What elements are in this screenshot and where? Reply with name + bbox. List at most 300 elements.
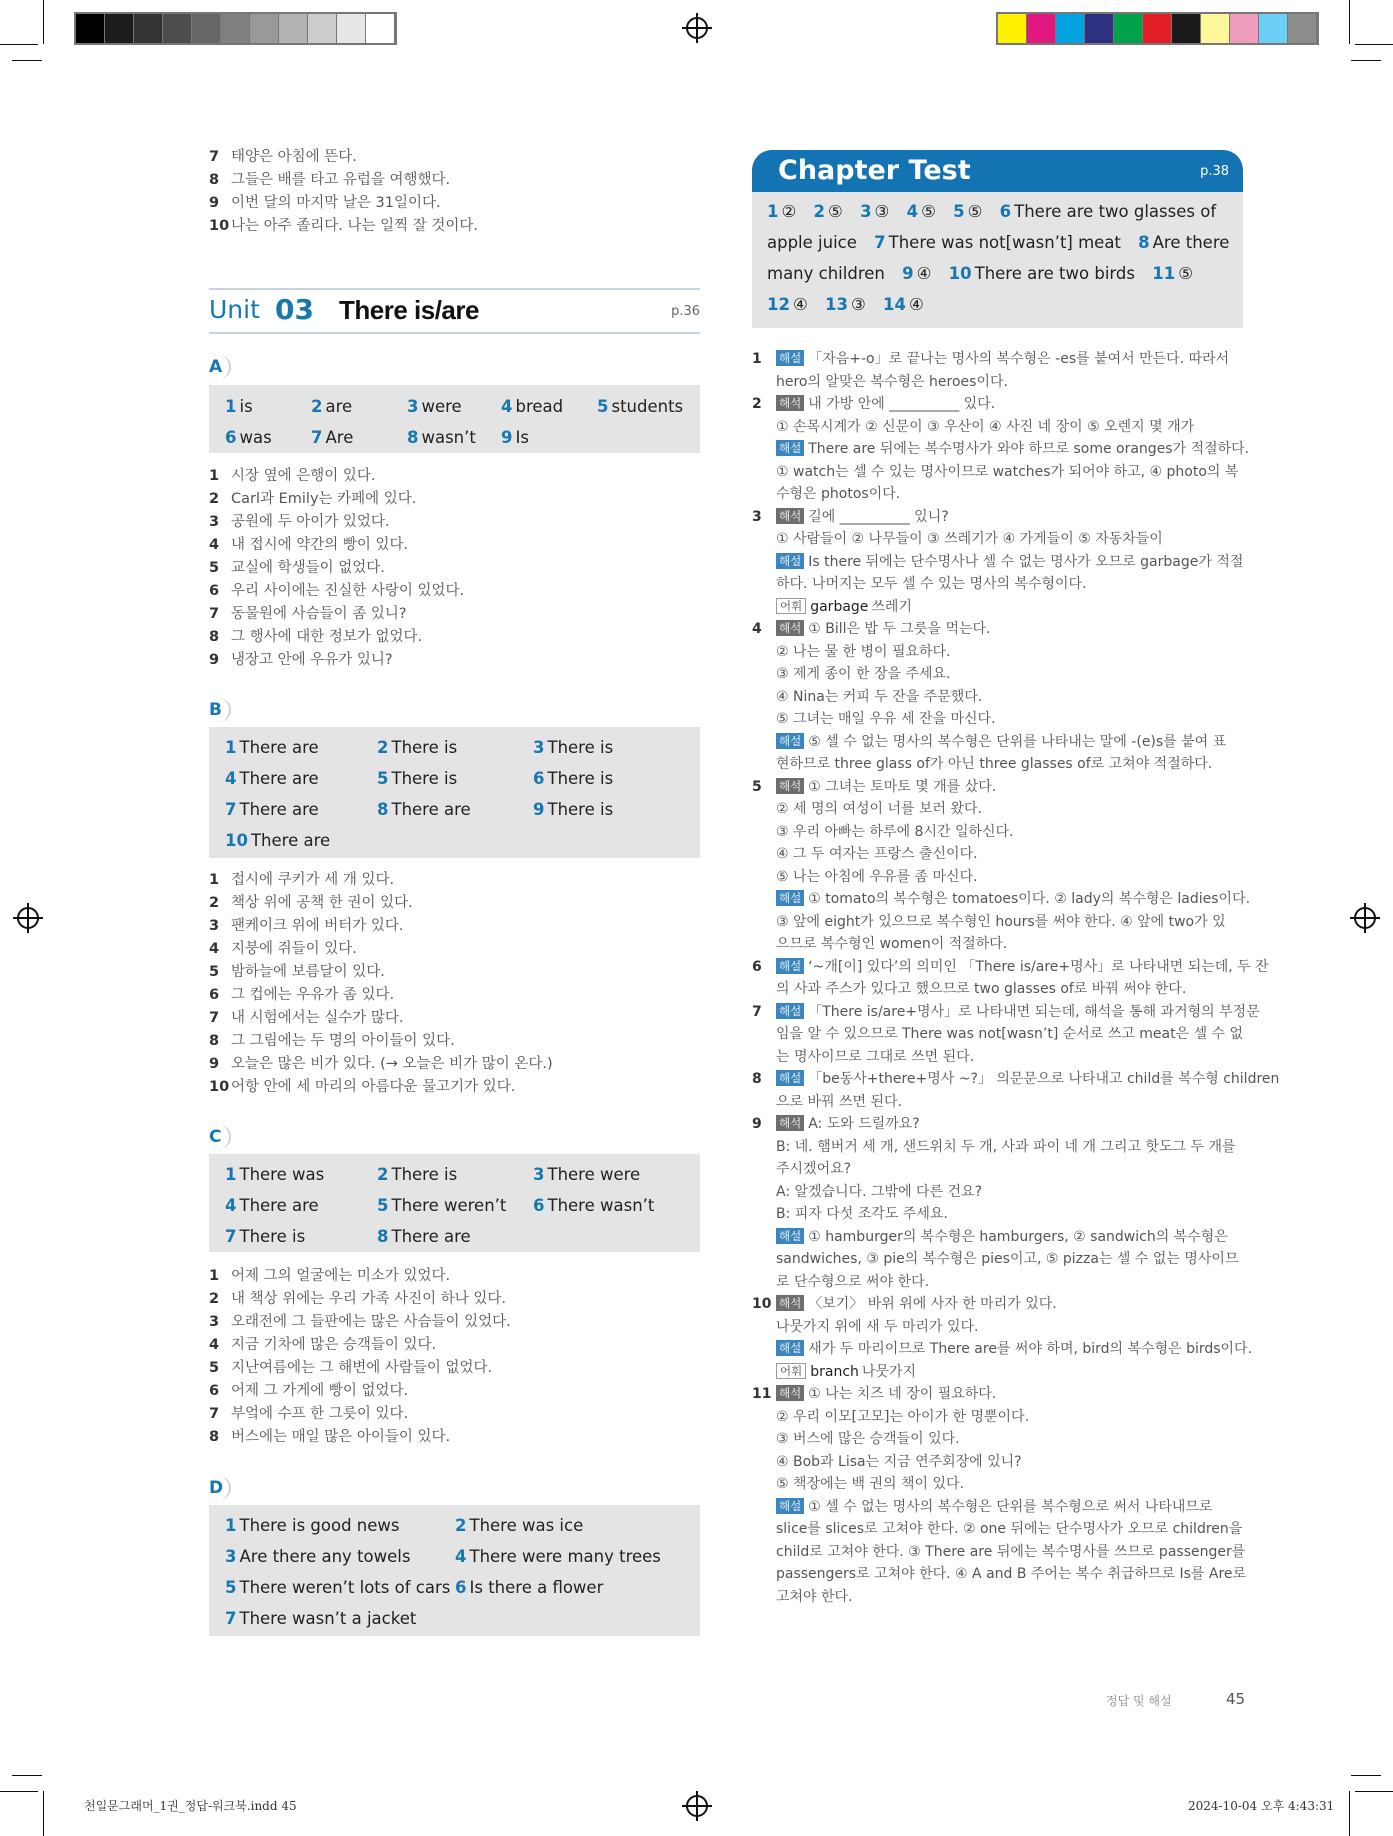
answer-number: 6	[225, 428, 237, 447]
answer-text: There were	[547, 1165, 641, 1184]
explanation-line	[752, 1496, 1243, 1519]
explanation-line	[752, 1293, 1243, 1316]
explanation-line	[752, 978, 1243, 1001]
translate-tag: 해석	[776, 1295, 804, 1311]
sentence-text: 시장 옆에 은행이 있다.	[231, 468, 376, 484]
answer-item	[225, 1196, 319, 1215]
sentence-item	[209, 1426, 450, 1449]
sentence-number: 2	[209, 895, 220, 911]
sentence-item	[209, 488, 416, 511]
explanation-line	[752, 798, 1243, 821]
sentence-text: Carl과 Emily는 카페에 있다.	[231, 491, 417, 507]
explain-tag: 해설	[776, 1340, 804, 1356]
vocab-term: branch	[810, 1363, 859, 1380]
explanation-line	[752, 1046, 1243, 1069]
explain-tag: 해설	[776, 350, 804, 366]
section-label-d: D	[209, 1476, 231, 1500]
registration-mark-icon	[686, 1795, 708, 1817]
answer-text: is	[239, 397, 253, 416]
explanation-line	[752, 1001, 1260, 1024]
answer-item	[533, 738, 613, 757]
answer-text: There were many trees	[469, 1547, 661, 1566]
unit-label: Unit	[209, 295, 260, 324]
sentence-item	[209, 465, 376, 488]
answer-text: There is	[391, 769, 458, 788]
explanation-line	[752, 933, 1243, 956]
chapter-test-answers	[752, 192, 1243, 328]
explanation-line	[752, 888, 1251, 911]
explanation-line	[752, 1406, 1243, 1429]
answer-text: There was	[239, 1165, 325, 1184]
sentence-text: 그 그림에는 두 명의 아이들이 있다.	[231, 1033, 455, 1049]
sentence-text: 오늘은 많은 비가 있다. (→ 오늘은 비가 많이 온다.)	[231, 1056, 553, 1072]
answer-text: There are	[391, 1227, 471, 1246]
registration-mark-icon	[17, 907, 39, 929]
answer-number: 4	[906, 202, 919, 221]
answer-number: 3	[225, 1547, 237, 1566]
answer-number: 1	[225, 738, 237, 757]
explanation-line	[752, 1203, 1243, 1226]
explanation-text: 으므로 복수형인 women이 적절하다.	[776, 936, 1008, 952]
answer-text: Are there any towels	[239, 1547, 411, 1566]
color-swatch	[1085, 14, 1114, 43]
explanation-text: A: 도와 드릴까요?	[808, 1116, 920, 1132]
chapter-test-answer	[860, 202, 889, 221]
answer-item	[225, 769, 319, 788]
explanation-line	[752, 573, 1243, 596]
sentence-item	[209, 169, 450, 192]
sentence-number: 3	[209, 918, 220, 934]
answer-text: There are two birds	[974, 264, 1135, 283]
explanation-line	[752, 731, 1243, 754]
answer-item	[225, 397, 253, 416]
sentence-number: 8	[209, 1033, 220, 1049]
explanation-line	[752, 551, 1243, 574]
chapter-test-panel	[752, 150, 1243, 328]
color-swatch	[1288, 14, 1317, 43]
sentence-number: 1	[209, 872, 220, 888]
answer-number: 8	[407, 428, 419, 447]
explanation-line	[752, 911, 1243, 934]
explanation-text: B: 피자 다섯 조각도 주세요.	[776, 1206, 948, 1222]
color-swatch	[1056, 14, 1085, 43]
sentence-text: 지난여름에는 그 해변에 사람들이 없었다.	[231, 1360, 493, 1376]
color-swatch	[1201, 14, 1230, 43]
answer-item	[455, 1547, 661, 1566]
answer-item	[377, 1196, 506, 1215]
vocab-term: garbage	[810, 598, 869, 615]
chapter-test-answer	[953, 202, 982, 221]
explanation-text: 「자음+-o」로 끝나는 명사의 복수형은 -es를 붙여서 만든다. 따라서	[808, 351, 1230, 367]
footer-section-label: 정답 및 해설	[1106, 1694, 1172, 1708]
answer-number: 1	[767, 202, 779, 221]
color-swatch	[1027, 14, 1056, 43]
answer-text: There are	[239, 769, 319, 788]
explain-tag: 해설	[776, 1498, 804, 1514]
answer-text: ③	[850, 295, 866, 314]
sentence-number: 7	[209, 606, 220, 622]
sentence-text: 부엌에 수프 한 그릇이 있다.	[231, 1406, 409, 1422]
grayscale-bar	[74, 12, 397, 45]
chapter-test-page-ref: p.38	[1200, 164, 1229, 179]
crop-mark	[0, 1791, 38, 1792]
color-swatch	[76, 14, 105, 43]
sentence-item	[209, 1311, 511, 1334]
sentence-item	[209, 603, 407, 626]
explanation-line	[752, 641, 1243, 664]
sentence-item	[209, 961, 385, 984]
answer-item	[501, 397, 563, 416]
translate-tag: 해석	[776, 395, 804, 411]
chapter-test-answer	[1152, 264, 1193, 283]
explanation-line	[752, 686, 1243, 709]
explanation-text: 로 단수형으로 써야 한다.	[776, 1273, 930, 1290]
answer-number: 7	[311, 428, 323, 447]
explanation-line	[752, 956, 1269, 979]
answer-text: There is	[239, 1227, 306, 1246]
sentence-item	[209, 938, 357, 961]
sentence-text: 팬케이크 위에 버터가 있다.	[231, 918, 404, 934]
sentence-number: 1	[209, 1268, 220, 1284]
explanation-line	[752, 866, 1243, 889]
answer-number: 1	[225, 1516, 237, 1535]
explanation-text: 하다. 나머지는 모두 셀 수 있는 명사의 복수형이다.	[776, 576, 1087, 592]
sentence-number: 3	[209, 1314, 220, 1330]
sentence-text: 어제 그 가게에 빵이 없었다.	[231, 1383, 409, 1399]
explanation-text: Is there 뒤에는 단수명사나 셀 수 없는 명사가 오므로 garbage가 적절	[808, 553, 1244, 570]
explanation-text: hero의 알맞은 복수형은 heroes이다.	[776, 373, 1008, 390]
answer-text: Are there many children	[767, 233, 1230, 283]
explanation-text: 「be동사+there+명사 ~?」 의문문으로 나타내고 child를 복수형 children	[808, 1071, 1280, 1087]
answer-number: 4	[501, 397, 513, 416]
chapter-test-answer	[907, 202, 936, 221]
sentence-text: 냉장고 안에 우유가 있니?	[231, 652, 393, 668]
print-timestamp: 2024-10-04 오후 4:43:31	[1188, 1799, 1335, 1813]
crop-mark	[1349, 1791, 1350, 1836]
answer-number: 8	[1138, 233, 1150, 252]
color-swatch	[366, 14, 395, 43]
answer-text: were	[421, 397, 462, 416]
sentence-item	[209, 1030, 455, 1053]
answer-item	[225, 1516, 400, 1535]
question-number: 5	[752, 778, 762, 795]
answer-text: There is	[547, 738, 614, 757]
explanation-text: ⑤ 나는 아침에 우유를 좀 마신다.	[776, 868, 978, 885]
answer-item	[533, 1196, 654, 1215]
answer-number: 4	[225, 769, 237, 788]
explanation-line	[752, 393, 1243, 416]
explanation-text: ① Bill은 밥 두 그릇을 먹는다.	[808, 621, 991, 637]
answer-item	[377, 1227, 471, 1246]
explanation-line	[752, 1338, 1253, 1361]
answer-number: 8	[377, 1227, 389, 1246]
sentence-text: 그들은 배를 타고 유럽을 여행했다.	[231, 172, 451, 188]
color-swatch	[250, 14, 279, 43]
sentence-number: 6	[209, 583, 220, 599]
answer-number: 13	[825, 295, 848, 314]
explain-tag: 해설	[776, 733, 804, 749]
color-swatch	[1172, 14, 1201, 43]
explanation-line	[752, 821, 1243, 844]
section-label-c: C	[209, 1125, 231, 1149]
question-number: 3	[752, 508, 762, 525]
sentence-item	[209, 146, 357, 169]
sentence-text: 그 행사에 대한 정보가 없었다.	[231, 629, 423, 645]
answer-number: 10	[948, 264, 972, 283]
translate-tag: 해석	[776, 1115, 804, 1131]
answer-text: ③	[874, 202, 890, 221]
translate-tag: 해석	[776, 778, 804, 794]
explanation-line	[752, 1518, 1243, 1541]
chapter-test-answer	[814, 202, 843, 221]
chapter-test-answer	[767, 295, 808, 314]
answer-text: There are	[239, 800, 319, 819]
answer-item	[225, 738, 319, 757]
crop-mark	[1351, 60, 1381, 61]
explanation-text: ④ Bob과 Lisa는 지금 연주회장에 있니?	[776, 1453, 1022, 1470]
explanation-line	[752, 1158, 1243, 1181]
explanation-line	[752, 438, 1250, 461]
answer-text: There wasn’t	[547, 1196, 655, 1215]
explanation-line	[752, 1091, 1243, 1114]
answer-item	[225, 1547, 410, 1566]
answer-number: 3	[860, 202, 872, 221]
answer-item	[225, 1227, 305, 1246]
explanation-text: ⑤ 그녀는 매일 우유 세 잔을 마신다.	[776, 711, 996, 727]
explanation-text: ① 셀 수 없는 명사의 복수형은 단위를 복수형으로 써서 나타내므로	[808, 1498, 1213, 1515]
sentence-number: 2	[209, 1291, 220, 1307]
answer-number: 7	[874, 233, 886, 252]
answer-number: 9	[902, 264, 914, 283]
explanation-line	[752, 618, 1243, 641]
chapter-test-answer	[902, 264, 931, 283]
answer-item	[225, 1609, 416, 1628]
answer-text: was	[239, 428, 272, 447]
color-swatch	[105, 14, 134, 43]
answer-text: There are two glasses of apple juice	[767, 202, 1217, 252]
chapter-test-answer	[825, 295, 866, 314]
sentence-text: 어항 안에 세 마리의 아름다운 물고기가 있다.	[231, 1079, 516, 1095]
answer-number: 5	[597, 397, 609, 416]
answer-number: 2	[377, 1165, 389, 1184]
explanation-line	[752, 1563, 1247, 1586]
answer-text: There are	[239, 1196, 319, 1215]
sentence-text: 어제 그의 얼굴에는 미소가 있었다.	[231, 1268, 451, 1284]
answer-item	[501, 428, 529, 447]
sentence-number: 3	[209, 514, 220, 530]
explanation-line	[752, 1248, 1243, 1271]
sentence-number: 7	[209, 1010, 220, 1026]
sentence-item	[209, 649, 393, 672]
answer-item	[407, 397, 462, 416]
question-number: 1	[752, 351, 762, 367]
answer-number: 7	[225, 1609, 237, 1628]
answer-number: 2	[377, 738, 389, 757]
explanation-text: 는 명사이므로 그대로 쓰면 된다.	[776, 1048, 975, 1065]
sentence-item	[209, 1403, 408, 1426]
vocab-tag: 어휘	[776, 598, 806, 614]
sentence-number: 5	[209, 560, 220, 576]
file-slug: 천일문그래머_1권_정답-워크북.indd 45	[84, 1799, 297, 1813]
explanation-text: child로 고쳐야 한다. ③ There are 뒤에는 복수명사를 쓰므로 passenger를	[776, 1543, 1246, 1560]
translate-tag: 해석	[776, 620, 804, 636]
chapter-test-answer	[949, 264, 1135, 283]
explanation-line	[752, 1541, 1246, 1564]
explanation-line	[752, 483, 1243, 506]
explanation-line	[752, 371, 1243, 394]
explanation-text: sandwiches, ③ pie의 복수형은 pies이고, ⑤ pizza는 셀 수 없는 명사이므	[776, 1251, 1239, 1267]
sentence-number: 2	[209, 491, 220, 507]
explanation-line	[752, 1473, 1243, 1496]
sentence-item	[209, 1357, 492, 1380]
explanation-text: ③ 앞에 eight가 있으므로 복수형인 hours를 써야 한다. ④ 앞에 two가 있	[776, 913, 1226, 930]
answer-number: 3	[407, 397, 419, 416]
answer-item	[533, 800, 613, 819]
answer-text: There is	[547, 769, 614, 788]
answer-item	[225, 831, 330, 850]
sentence-number: 4	[209, 537, 220, 553]
explanation-text: ① 사람들이 ② 나무들이 ③ 쓰레기가 ④ 가게들이 ⑤ 자동차들이	[776, 531, 1163, 547]
explanation-text: 쓰레기	[871, 598, 912, 615]
sentence-item	[209, 1288, 506, 1311]
explanation-line	[752, 1586, 1243, 1609]
explanation-text: There are 뒤에는 복수명사가 와야 하므로 some oranges가 적절하다.	[808, 441, 1250, 457]
color-swatch	[1230, 14, 1259, 43]
explanation-text: passengers로 고쳐야 한다. ④ A and B 주어는 복수 취급하므로 Is를 Are로	[776, 1566, 1247, 1582]
sentence-text: 동물원에 사슴들이 좀 있니?	[231, 606, 407, 622]
sentence-item	[209, 215, 478, 238]
explain-tag: 해설	[776, 958, 804, 974]
color-swatch	[134, 14, 163, 43]
sentence-text: 태양은 아침에 뜬다.	[231, 149, 357, 165]
crop-mark	[1355, 1791, 1393, 1792]
sentence-number: 8	[209, 1429, 220, 1445]
sentence-item	[209, 534, 408, 557]
sentence-item	[209, 557, 385, 580]
answer-text: ⑤	[921, 202, 936, 221]
explanation-text: ② 우리 이모[고모]는 아이가 한 명뿐이다.	[776, 1408, 1030, 1425]
question-number: 4	[752, 621, 762, 637]
crop-mark	[12, 1775, 42, 1776]
question-number: 8	[752, 1071, 762, 1087]
answer-text: There is	[547, 800, 614, 819]
crop-mark	[43, 0, 44, 44]
answer-item	[377, 738, 457, 757]
sentence-item	[209, 511, 390, 534]
color-swatch	[337, 14, 366, 43]
explanation-line	[752, 506, 1243, 529]
sentence-number: 5	[209, 964, 220, 980]
explanation-text: 길에 __________ 있니?	[808, 508, 949, 525]
crop-mark	[1355, 44, 1393, 45]
explanation-text: 으로 바꿔 쓰면 된다.	[776, 1093, 902, 1110]
answer-text: ⑤	[828, 202, 843, 221]
explanation-line	[752, 1068, 1280, 1091]
answer-number: 7	[225, 800, 237, 819]
sentence-number: 1	[209, 468, 220, 484]
question-number: 7	[752, 1003, 762, 1020]
answer-number: 5	[953, 202, 965, 221]
explanation-text: ③ 제게 종이 한 장을 주세요.	[776, 666, 951, 682]
explain-tag: 해설	[776, 1070, 804, 1086]
explanation-text: ③ 우리 아빠는 하루에 8시간 일하신다.	[776, 823, 1014, 840]
explanation-line	[752, 843, 1243, 866]
section-label-a: A	[209, 355, 231, 379]
sentence-text: 버스에는 매일 많은 아이들이 있다.	[231, 1429, 451, 1445]
answer-text: There weren’t	[391, 1196, 507, 1215]
explanation-text: 수형은 photos이다.	[776, 486, 901, 502]
sentence-text: 지금 기차에 많은 승객들이 있다.	[231, 1337, 437, 1353]
sentence-item	[209, 984, 394, 1007]
answer-number: 9	[501, 428, 513, 447]
answer-item	[311, 397, 352, 416]
sentence-text: 그 컵에는 우유가 좀 있다.	[231, 987, 395, 1003]
answer-text: Is there a flower	[469, 1578, 604, 1597]
explanation-text: ② 나는 물 한 병이 필요하다.	[776, 643, 951, 660]
answer-number: 2	[813, 202, 826, 221]
explanation-text: 임을 알 수 있으므로 There was not[wasn’t] 순서로 쓰고 meat은 셀 수 없	[776, 1026, 1244, 1042]
chapter-test-answer	[883, 295, 924, 314]
sentence-number: 7	[209, 149, 220, 165]
section-label-b: B	[209, 698, 231, 722]
explanation-text: 나뭇가지	[861, 1363, 916, 1380]
explain-tag: 해설	[776, 890, 804, 906]
sentence-number: 8	[209, 172, 220, 188]
explanations	[752, 348, 1280, 1608]
explanation-text: 주시겠어요?	[776, 1161, 852, 1177]
translate-tag: 해석	[776, 1385, 804, 1401]
answer-number: 11	[1152, 264, 1176, 283]
explanation-line	[752, 1316, 1243, 1339]
sentence-number: 6	[209, 1383, 220, 1399]
answer-text: There wasn’t a jacket	[239, 1609, 417, 1628]
explanation-line	[752, 1113, 1243, 1136]
explanation-line	[752, 776, 1243, 799]
answer-item	[225, 1165, 324, 1184]
sentence-number: 6	[209, 987, 220, 1003]
answer-text: are	[325, 397, 353, 416]
sentence-number: 7	[209, 1406, 220, 1422]
explanation-line	[752, 663, 1243, 686]
answer-number: 5	[377, 769, 389, 788]
explanation-text: B: 네. 햄버거 세 개, 샌드위치 두 개, 사과 파이 네 개 그리고 핫도그 두 개를	[776, 1138, 1236, 1155]
explanation-text: 의 사과 주스가 있다고 했으므로 two glasses of로 바꿔 써야 한다.	[776, 981, 1187, 997]
answer-text: Is	[515, 428, 529, 447]
registration-mark-icon	[1354, 907, 1376, 929]
answer-item	[311, 428, 353, 447]
sentence-item	[209, 1076, 515, 1099]
answer-number: 7	[225, 1227, 237, 1246]
sentence-text: 나는 아주 졸리다. 나는 일찍 잘 것이다.	[231, 218, 478, 234]
question-number: 9	[752, 1116, 762, 1132]
answer-text: ②	[781, 202, 797, 221]
answer-text: students	[611, 397, 684, 416]
explanation-text: ‘~개[이] 있다’의 의미인 「There is/are+명사」로 나타내면 되는데, 두 잔	[808, 958, 1269, 975]
color-swatch	[1114, 14, 1143, 43]
crop-mark	[1349, 0, 1350, 44]
translate-tag: 해석	[776, 508, 804, 524]
explain-tag: 해설	[776, 1228, 804, 1244]
answer-item	[225, 800, 319, 819]
answer-text: ④	[909, 295, 924, 314]
answer-number: 2	[311, 397, 323, 416]
sentence-text: 내 책상 위에는 우리 가족 사진이 하나 있다.	[231, 1291, 506, 1307]
explanation-line	[752, 1383, 1243, 1406]
sentence-text: 내 접시에 약간의 빵이 있다.	[231, 537, 409, 553]
answer-text: ⑤	[967, 202, 983, 221]
explanation-line	[752, 461, 1243, 484]
sentence-number: 8	[209, 629, 220, 645]
